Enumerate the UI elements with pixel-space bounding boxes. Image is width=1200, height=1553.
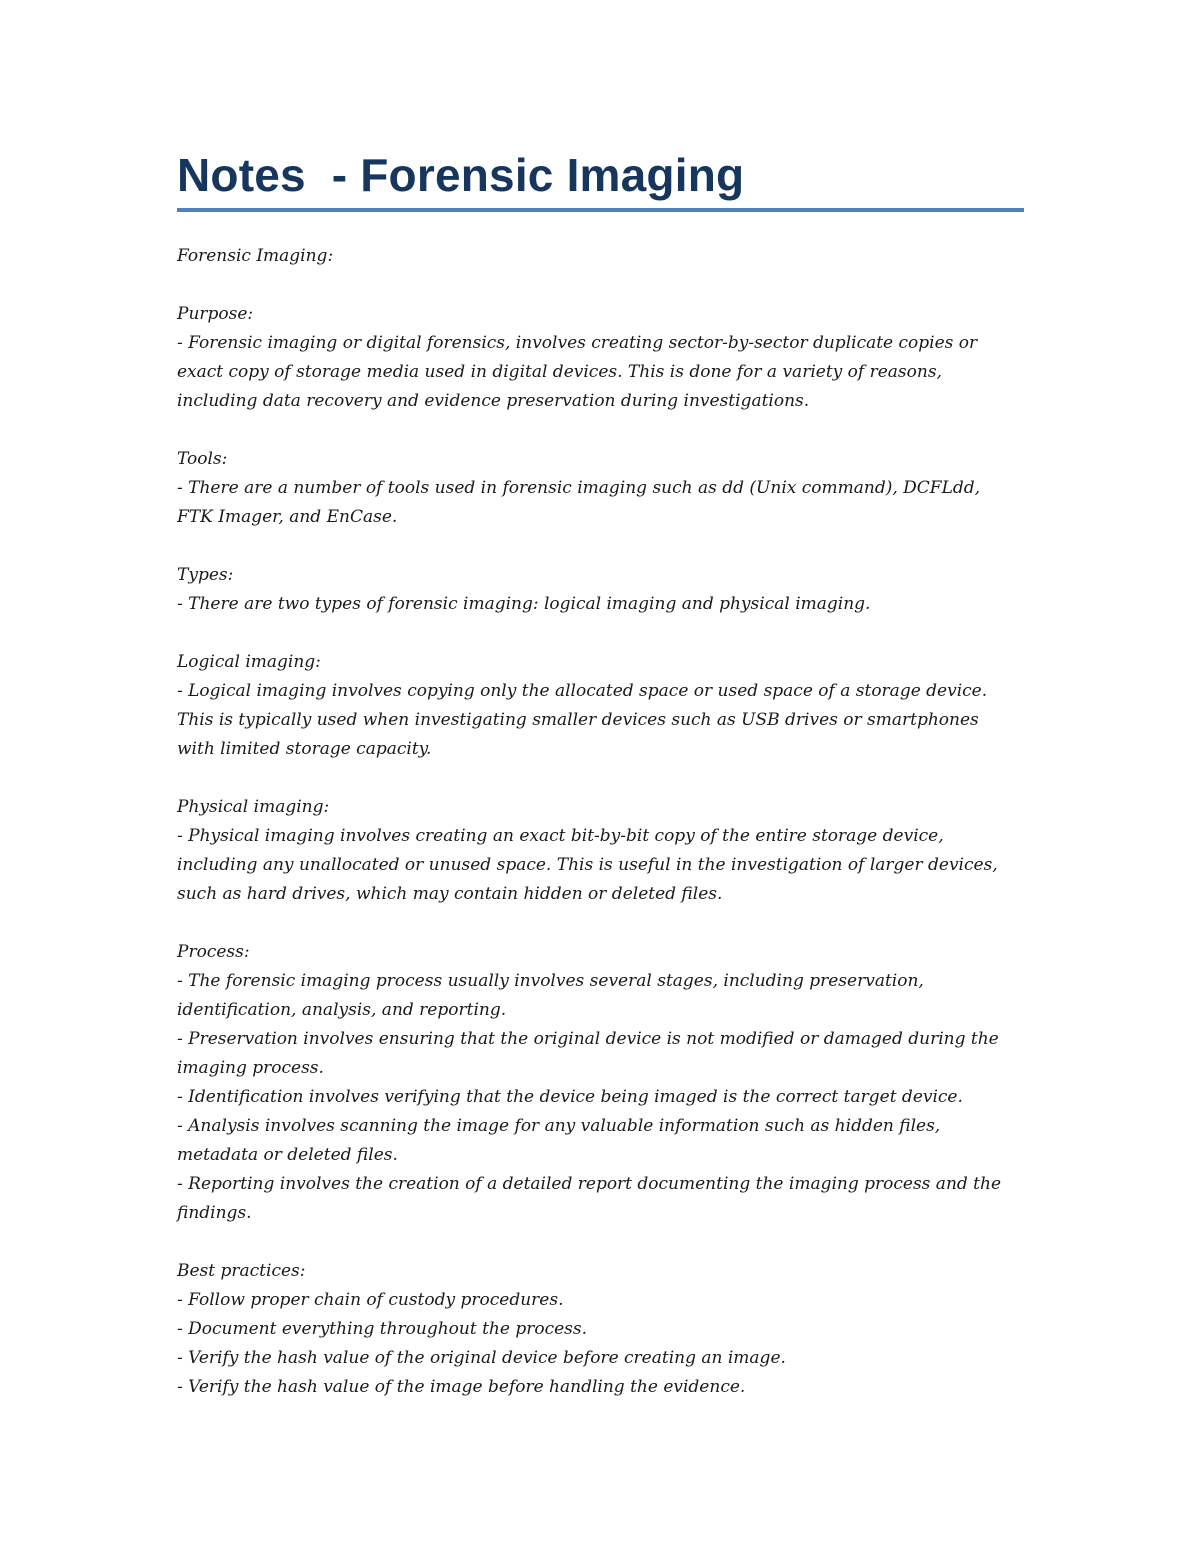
body-line: - Logical imaging involves copying only the allocated space or used space of a storage device. — [177, 681, 988, 701]
section-heading: Purpose: — [177, 304, 254, 324]
body-line: - Identification involves verifying that the device being imaged is the correct target device. — [177, 1087, 963, 1107]
section-best-practices — [177, 1257, 1025, 1402]
body-line: - Document everything throughout the process. — [177, 1319, 588, 1339]
body-line: identification, analysis, and reporting. — [177, 1000, 507, 1020]
section-types — [177, 561, 1025, 619]
body-line: This is typically used when investigating smaller devices such as USB drives or smartphones — [177, 710, 979, 730]
body-line: with limited storage capacity. — [177, 739, 432, 759]
body-line: - Physical imaging involves creating an exact bit-by-bit copy of the entire storage device, — [177, 826, 944, 846]
body-line: - Reporting involves the creation of a detailed report documenting the imaging process and the — [177, 1174, 1002, 1194]
section-logical-imaging — [177, 648, 1025, 764]
section-tools — [177, 445, 1025, 532]
body-line: - Analysis involves scanning the image for any valuable information such as hidden files, — [177, 1116, 941, 1136]
section-heading: Process: — [177, 942, 250, 962]
body-heading-line: Forensic Imaging: — [177, 246, 334, 266]
body-line: - Forensic imaging or digital forensics, involves creating sector-by-sector duplicate copies or — [177, 333, 978, 353]
body-line: metadata or deleted files. — [177, 1145, 398, 1165]
section-heading: Types: — [177, 565, 234, 585]
title-underline-rule — [177, 208, 1024, 212]
body-line: FTK Imager, and EnCase. — [177, 507, 398, 527]
section-physical-imaging — [177, 793, 1025, 909]
body-line: - Follow proper chain of custody procedures. — [177, 1290, 564, 1310]
body-line: including any unallocated or unused space. This is useful in the investigation of larger devices, — [177, 855, 998, 875]
body-line: - The forensic imaging process usually involves several stages, including preservation, — [177, 971, 924, 991]
section-heading: Logical imaging: — [177, 652, 321, 672]
body-line: - There are two types of forensic imaging: logical imaging and physical imaging. — [177, 594, 871, 614]
body-line: imaging process. — [177, 1058, 324, 1078]
document-body — [177, 242, 1025, 1402]
intro-section — [177, 242, 1025, 271]
document-title: Notes - Forensic Imaging — [177, 149, 745, 201]
section-heading: Tools: — [177, 449, 228, 469]
body-line: exact copy of storage media used in digital devices. This is done for a variety of reasons, — [177, 362, 942, 382]
body-line: such as hard drives, which may contain hidden or deleted files. — [177, 884, 723, 904]
document-content — [177, 146, 1025, 1431]
body-line: including data recovery and evidence preservation during investigations. — [177, 391, 810, 411]
body-line: - Preservation involves ensuring that the original device is not modified or damaged during the — [177, 1029, 999, 1049]
body-line: - There are a number of tools used in forensic imaging such as dd (Unix command), DCFLdd, — [177, 478, 981, 498]
body-line: - Verify the hash value of the original device before creating an image. — [177, 1348, 786, 1368]
body-line: findings. — [177, 1203, 252, 1223]
section-purpose — [177, 300, 1025, 416]
section-heading: Physical imaging: — [177, 797, 330, 817]
body-line: - Verify the hash value of the image before handling the evidence. — [177, 1377, 746, 1397]
section-process — [177, 938, 1025, 1228]
section-heading: Best practices: — [177, 1261, 306, 1281]
